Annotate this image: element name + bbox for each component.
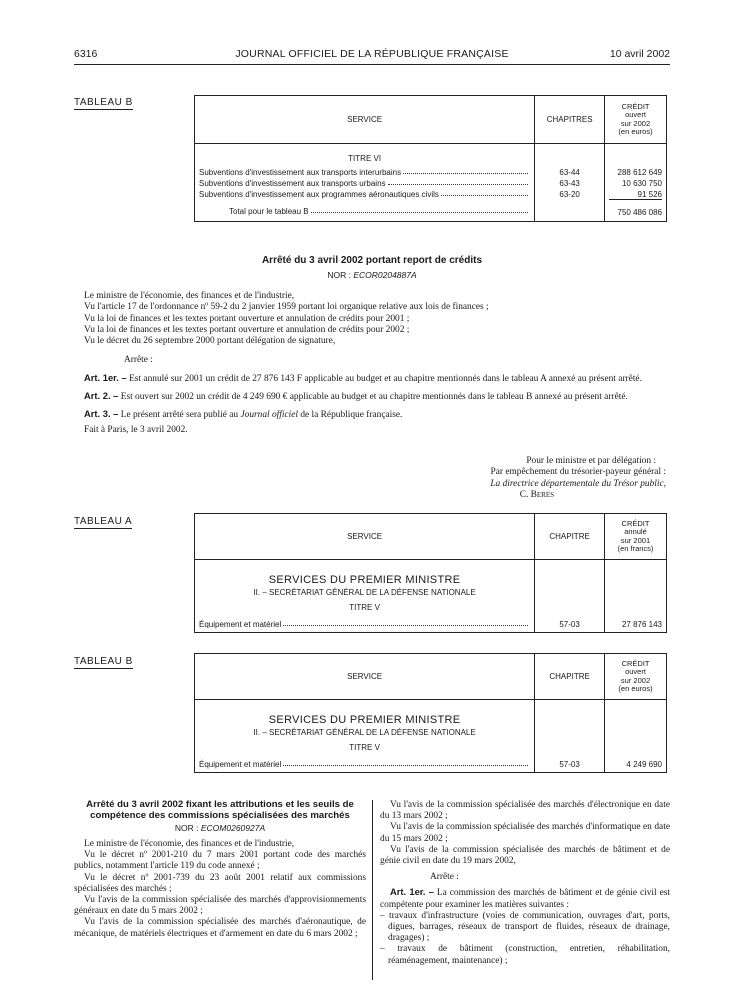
header-rule (74, 64, 670, 65)
article-1: Art. 1er. – Est annulé sur 2001 un crédit de 27 876 143 F applicable au budget et au chapitre mentionnés dans le tableau A annexé au présent arrêté. (84, 371, 642, 384)
tableau-b-bottom-label: TABLEAU B (74, 656, 133, 667)
signatory-name: C. Beres (519, 489, 554, 500)
visa-line: Vu la loi de finances et les textes portant ouverture et annulation de crédits pour 2002 ; (84, 324, 410, 335)
visa-line: Vu le décret du 26 septembre 2000 portant délégation de signature, (84, 336, 336, 347)
article-2: Art. 2. – Est ouvert sur 2002 un crédit de 4 249 690 € applicable au budget et au chapitre mentionnés dans le tableau B annexé au présent arrêté. (84, 390, 628, 403)
credit-cell: 288 612 649 (617, 168, 662, 177)
article-1: Art. 1er. – La commission des marchés de bâtiment et de génie civil est compétente pour examiner les matières suivantes : (380, 886, 671, 910)
arrete2-nor: NOR : ECOM0260927A (174, 823, 266, 833)
table-row: Équipement et matériel (199, 758, 530, 769)
chapitre-cell: 63-44 (559, 168, 580, 177)
list-item: – travaux d'infrastructure (voies de communication, ouvrages d'art, ports, digues, barrages, réseaux de transport de fluides, réseaux de drainage, dragages) ; (380, 910, 670, 944)
total-row: Total pour le tableau B (199, 205, 530, 216)
visa-line: Le ministre de l'économie, des finances et de l'industrie, (84, 291, 295, 301)
col-credit-header: CRÉDIT ouvert sur 2002 (en euros) (605, 654, 667, 700)
tableau-b-top (194, 95, 667, 222)
col-credit-header: CRÉDIT annulé sur 2001 (en francs) (605, 514, 667, 560)
table-row: Subventions d'investissement aux transports urbains (199, 177, 530, 188)
page-header (74, 46, 670, 64)
article-3: Art. 3. – Le présent arrêté sera publié au Journal officiel de la République française. (84, 408, 403, 421)
paragraph: Vu l'avis de la commission spécialisée des marchés d'aéronautique, de mécanique, de matériels électriques et d'armement en date du 6 mars 2002 ; (74, 917, 366, 939)
tableau-b-top-label: TABLEAU B (74, 97, 133, 108)
col-chapitre-header: CHAPITRE (535, 514, 605, 560)
col-service-header: SERVICE (195, 514, 535, 560)
col-chapitre-header: CHAPITRE (535, 654, 605, 700)
total-value: 750 486 086 (617, 208, 662, 217)
credit-cell: 10 630 750 (621, 179, 662, 188)
service-subheading: II. – SECRÉTARIAT GÉNÉRAL DE LA DÉFENSE NATIONALE (253, 588, 476, 597)
credit-cell: 27 876 143 (621, 620, 662, 629)
credit-cell: 4 249 690 (626, 760, 662, 769)
tableau-b-bottom (194, 653, 667, 773)
chapitre-cell: 63-20 (559, 190, 580, 199)
table-row: Équipement et matériel (199, 618, 530, 629)
fait-a-paris: Fait à Paris, le 3 avril 2002. (84, 424, 188, 435)
col-service-header: SERVICE (195, 654, 535, 700)
arrete1-title: Arrêté du 3 avril 2002 portant report de crédits (261, 255, 483, 266)
col-service-header: SERVICE (195, 96, 535, 144)
arrete1-nor: NOR : ECOR0204887A (327, 270, 417, 280)
issue-date: 10 avril 2002 (609, 48, 670, 60)
service-heading: SERVICES DU PREMIER MINISTRE (268, 714, 461, 726)
chapitre-cell: 57-03 (559, 620, 580, 629)
page-number: 6316 (74, 48, 98, 60)
column-divider (372, 800, 373, 980)
table-row: Subventions d'investissement aux transports interurbains (199, 166, 530, 177)
paragraph: Vu l'avis de la commission spécialisée des marchés de bâtiment et de génie civil en date du 19 mars 2002, (380, 844, 670, 867)
tableau-a-label: TABLEAU A (74, 516, 133, 527)
table-row: Subventions d'investissement aux programmes aéronautiques civils (199, 188, 530, 199)
arrete-keyword: Arrête : (430, 872, 459, 883)
col-chapitres-header: CHAPITRES (535, 96, 605, 144)
titre-heading: TITRE V (349, 743, 380, 752)
chapitre-cell: 57-03 (559, 760, 580, 769)
paragraph: Vu l'avis de la commission spécialisée des marchés d'approvisionnements généraux en date du 5 mars 2002 ; (74, 895, 366, 917)
list-item: – travaux de bâtiment (construction, entretien, réhabilitation, réaménagement, maintenance) ; (380, 944, 670, 966)
tableau-a (194, 513, 667, 633)
paragraph: Vu l'avis de la commission spécialisée des marchés d'informatique en date du 15 mars 2002 ; (380, 822, 670, 844)
paragraph: Vu le décret nº 2001-739 du 23 août 2001 relatif aux commissions spécialisées des marchés ; (74, 872, 366, 894)
visa-line: Vu la loi de finances et les textes portant ouverture et annulation de crédits pour 2001 ; (84, 313, 410, 324)
arrete1-body (74, 291, 670, 436)
service-subheading: II. – SECRÉTARIAT GÉNÉRAL DE LA DÉFENSE NATIONALE (253, 728, 476, 737)
arrete2-title: Arrêté du 3 avril 2002 fixant les attributions et les seuils de compétence des commissions spécialisées des marchés (86, 799, 354, 821)
signature-block: Pour le ministre et par délégation : Par empêchement du trésorier-payeur général : La directrice départementale du Trésor public, C. Beres (400, 456, 666, 501)
credit-cell: 91 526 (609, 188, 662, 200)
arrete2-right-column (380, 800, 670, 967)
chapitre-cell: 63-43 (559, 179, 580, 188)
col-credit-header: CRÉDIT ouvert sur 2002 (en euros) (605, 96, 667, 144)
arrete2-left-column (74, 800, 366, 940)
section-title: TITRE VI (348, 154, 382, 163)
titre-heading: TITRE V (349, 603, 380, 612)
journal-title: JOURNAL OFFICIEL DE LA RÉPUBLIQUE FRANÇAISE (235, 48, 509, 60)
visa-line: Vu l'article 17 de l'ordonnance nº 59-2 du 2 janvier 1959 portant loi organique relative aux lois de finances ; (84, 302, 489, 313)
arrete-keyword: Arrête : (124, 355, 153, 366)
paragraph: Vu l'avis de la commission spécialisée des marchés d'électronique en date du 13 mars 2002 ; (380, 800, 670, 822)
paragraph: Le ministre de l'économie, des finances et de l'industrie, (84, 839, 295, 849)
paragraph: Vu le décret nº 2001-210 du 7 mars 2001 portant code des marchés publics, notamment l'article 119 du code annexé ; (74, 850, 366, 872)
service-heading: SERVICES DU PREMIER MINISTRE (268, 574, 461, 586)
